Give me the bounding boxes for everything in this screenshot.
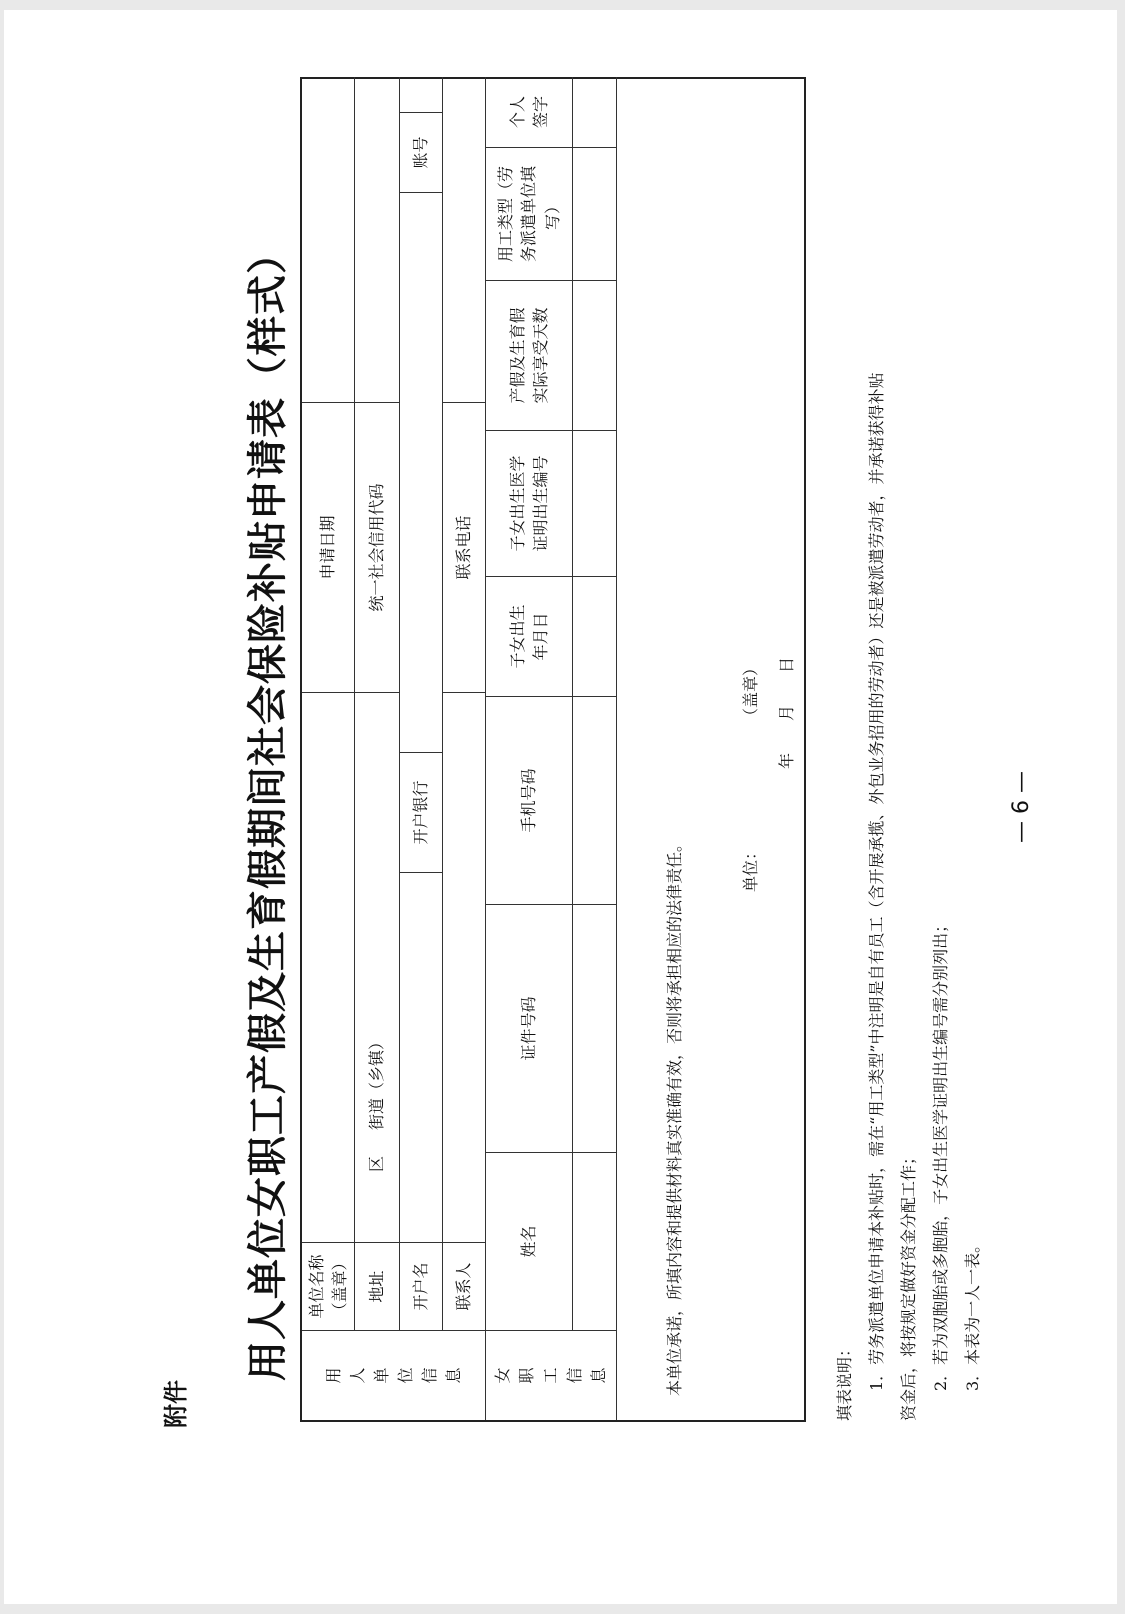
unit-name-field[interactable] — [302, 692, 355, 1242]
id-field[interactable] — [573, 904, 617, 1152]
apply-date-label: 申请日期 — [302, 402, 355, 692]
col-sign-header: 个人签字 — [486, 77, 573, 147]
contact-label: 联系人 — [443, 1242, 486, 1330]
apply-date-field[interactable] — [302, 77, 355, 402]
bank-field[interactable] — [400, 192, 443, 752]
cert-field[interactable] — [573, 430, 617, 576]
application-table — [300, 77, 806, 1422]
street-label: 街道（乡镇） — [367, 1033, 387, 1130]
type-field[interactable] — [573, 147, 617, 280]
credit-code-field[interactable] — [355, 77, 400, 402]
name-field[interactable] — [573, 1152, 617, 1330]
employee-section-label: 女职工信息 — [486, 1330, 617, 1420]
col-days-header: 产假及生育假实际享受天数 — [486, 280, 573, 430]
contact-field[interactable] — [443, 692, 486, 1242]
account-no-field[interactable] — [400, 77, 443, 112]
unit-name-label: 单位名称（盖章） — [302, 1242, 355, 1330]
col-name-header: 姓名 — [486, 1152, 573, 1330]
col-type-header: 用工类型（劳务派遣单位填写） — [486, 147, 573, 280]
phone-field[interactable] — [443, 77, 486, 402]
phone-label: 联系电话 — [443, 402, 486, 692]
address-field[interactable] — [355, 692, 400, 1242]
unit-signature-label: 单位： — [741, 843, 760, 892]
page-number: — 6 — — [1009, 771, 1034, 843]
note-item-1-cont: 资金后，将按规定做好资金分配工作； — [899, 1148, 918, 1421]
note-item-2: 2．若为双胞胎或多胞胎，子女出生医学证明出生编号需分别列出； — [931, 916, 950, 1391]
attachment-label: 附件 — [162, 1380, 190, 1428]
account-name-field[interactable] — [400, 872, 443, 1242]
bank-label: 开户银行 — [400, 752, 443, 872]
pledge-text: 本单位承诺，所填内容和提供材料真实准确有效，否则将承担相应的法律责任。 — [665, 835, 684, 1396]
birth-date-field[interactable] — [573, 576, 617, 696]
days-field[interactable] — [573, 280, 617, 430]
account-name-label: 开户名 — [400, 1242, 443, 1330]
note-item-1: 1．劳务派遣单位申请本补贴时，需在“用工类型”中注明是自有员工（含开展承揽、外包业务招用的劳动者）还是被派遣劳动者，并承诺获得补贴 — [867, 372, 886, 1391]
col-mobile-header: 手机号码 — [486, 696, 573, 904]
signature-date: 年 月 日 — [777, 656, 796, 769]
form-title: 用人单位女职工产假及生育假期间社会保险补贴申请表（样式） — [245, 233, 291, 1381]
mobile-field[interactable] — [573, 696, 617, 904]
document-page — [4, 10, 1117, 1604]
account-no-label: 账号 — [400, 112, 443, 192]
district-label: 区 — [367, 1155, 387, 1172]
note-item-3: 3．本表为一人一表。 — [963, 1236, 982, 1391]
credit-code-label: 统一社会信用代码 — [355, 402, 400, 692]
sign-field[interactable] — [573, 77, 617, 147]
rotated-form-page — [4, 10, 1117, 1604]
col-birth-date-header: 子女出生年月日 — [486, 576, 573, 696]
stamp-label: （盖章） — [741, 659, 760, 724]
notes-title: 填表说明： — [835, 1340, 854, 1421]
col-cert-header: 子女出生医学证明出生编号 — [486, 430, 573, 576]
employer-section-label: 用人单位信息 — [302, 1330, 486, 1420]
col-id-header: 证件号码 — [486, 904, 573, 1152]
address-label: 地址 — [355, 1242, 400, 1330]
